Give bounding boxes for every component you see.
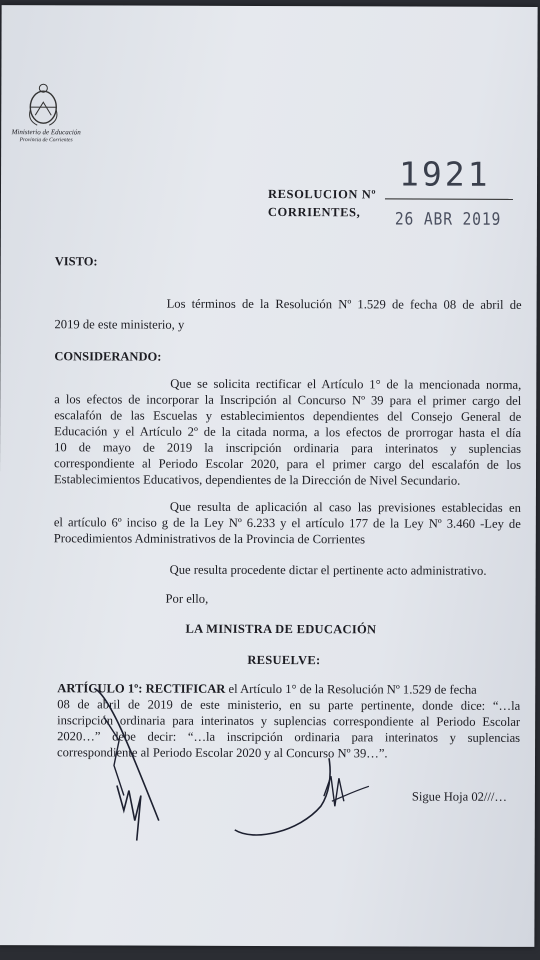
- para1-line: Que se solicita rectificar el Artículo 1° de la mencionada norma,: [170, 376, 522, 392]
- para1-line: Educación y el Artículo 2º de la citada norma, a los efectos de prorrogar hasta el día: [54, 424, 522, 440]
- resolution-label: RESOLUCION Nº: [267, 186, 377, 202]
- article1-line: 2020…” debe decir: “…la inscripción ordinaria para interinatos y suplencias: [57, 729, 521, 745]
- article1-line: 08 de abril de 2019 de este ministerio, en su parte pertinente, donde dice: “…la: [57, 697, 521, 713]
- por-ello: Por ello,: [165, 591, 209, 606]
- para1-line: Establecimientos Educativos, dependientes de la Dirección de Nivel Secundario.: [53, 472, 461, 488]
- signature-stroke: [235, 758, 330, 835]
- para1-line: 10 de mayo de 2019 la inscripción ordinaria para interinatos y suplencias: [54, 440, 522, 456]
- article1-label: ARTÍCULO 1º: RECTIFICAR: [57, 681, 226, 696]
- authority-title: LA MINISTRA DE EDUCACIÓN: [185, 621, 377, 637]
- ministry-title: Ministerio de Educación: [11, 128, 81, 137]
- visto-line-2: 2019 de este ministerio, y: [54, 317, 185, 332]
- resuelve-title: RESUELVE:: [247, 652, 321, 668]
- date-stamp: 26 ABR 2019: [394, 209, 502, 230]
- para2-line: el artículo 6º inciso g de la Ley Nº 6.233 y el artículo 177 de la Ley Nº 3.460 -Ley de: [53, 515, 521, 531]
- handwritten-signatures: [0, 5, 538, 947]
- visto-line-1: Los términos de la Resolución Nº 1.529 de fecha 08 de abril de: [166, 296, 522, 312]
- para1-line: a los efectos de incorporar la Inscripción al Concurso Nº 39 para el primer cargo del: [54, 392, 522, 408]
- visto-heading: VISTO:: [54, 254, 98, 269]
- para1-line: escalafón de las Escuelas y establecimientos dependientes del Consejo General de: [54, 408, 522, 424]
- province-name: Provincia de Corrientes: [19, 137, 73, 144]
- document-page: [0, 5, 538, 947]
- article1-text: el Artículo 1° de la Resolución Nº 1.529 de fecha: [225, 681, 477, 697]
- para1-line: correspondiente al Periodo Escolar 2020, para el primer cargo del escalafón de los: [54, 456, 522, 472]
- para2-line: Procedimientos Administrativos de la Provincia de Corrientes: [53, 531, 366, 547]
- para3: Que resulta procedente dictar el pertinente acto administrativo.: [169, 562, 487, 578]
- city-label: CORRIENTES,: [267, 204, 361, 220]
- continues-note: Sigue Hoja 02///…: [411, 789, 508, 804]
- article1-line: correspondiente al Periodo Escolar 2020 y al Concurso Nº 39…”.: [57, 745, 388, 761]
- article1-line: inscripción ordinaria para interinatos y suplencias correspondiente al Periodo Escolar: [57, 713, 521, 729]
- signature-stroke: [117, 785, 141, 840]
- resolution-number: 1921: [398, 154, 491, 194]
- considerando-heading: CONSIDERANDO:: [54, 349, 162, 364]
- para2-line: Que resulta de aplicación al caso las previsiones establecidas en: [169, 499, 521, 515]
